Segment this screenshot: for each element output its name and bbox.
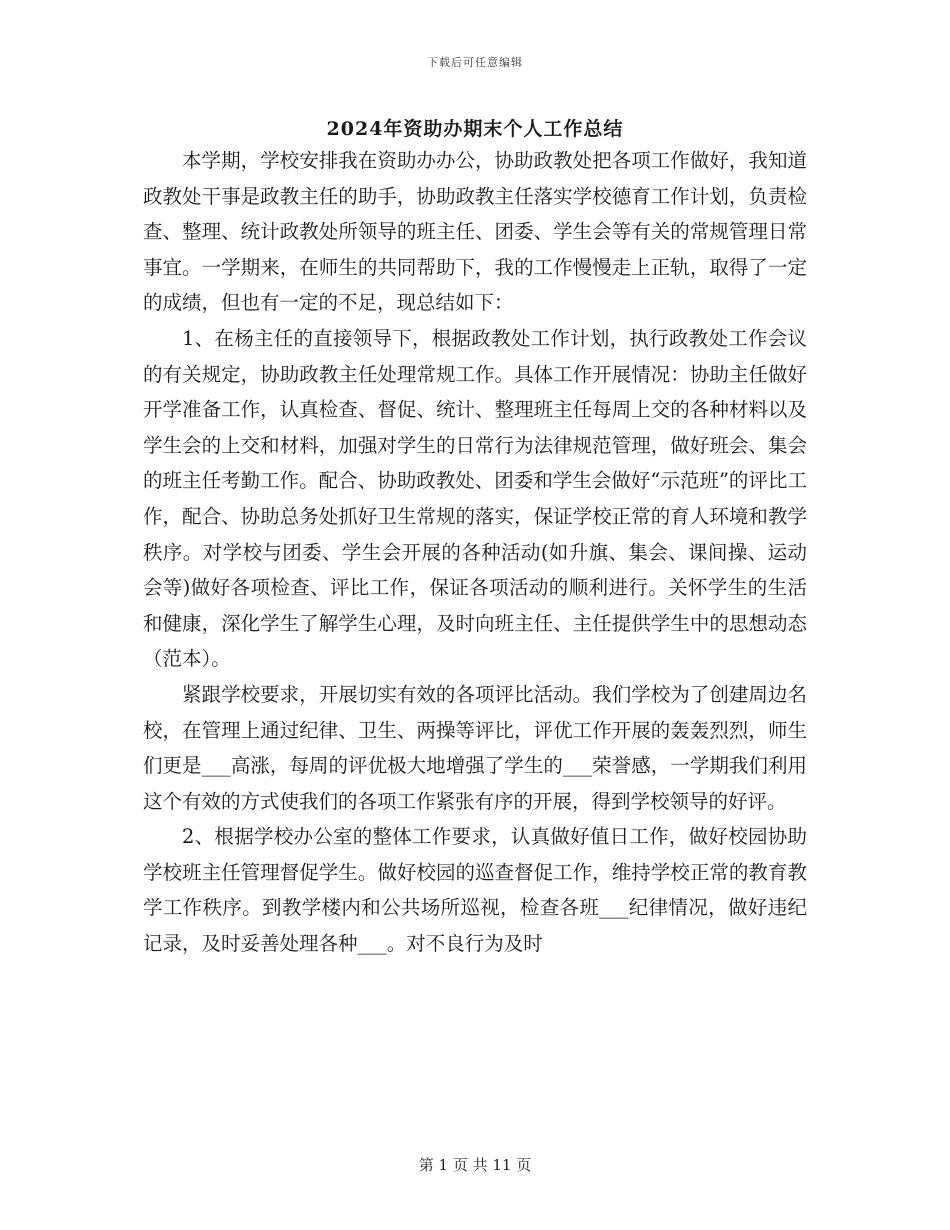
paragraph-section-2: 2、根据学校办公室的整体工作要求，认真做好值日工作，做好校园协助学校班主任管理督促学生。做好校园的巡查督促工作，维持学校正常的教育教学工作秩序。到教学楼内和公共场所巡视，检查各班___纪律情况，做好违纪记录，及时妥善处理各种___。对不良行为及时 xyxy=(143,825,807,956)
header-note: 下载后可任意编辑 xyxy=(427,56,523,69)
page-number: 第 1 页 共 11 页 xyxy=(418,1156,532,1174)
document-body xyxy=(143,143,807,962)
paragraph-intro: 本学期，学校安排我在资助办办公，协助政教处把各项工作做好，我知道政教处干事是政教主任的助手，协助政教主任落实学校德育工作计划，负责检查、整理、统计政教处所领导的班主任、团委、学生会等有关的常规管理日常事宜。一学期来，在师生的共同帮助下，我的工作慢慢走上正轨，取得了一定的成绩，但也有一定的不足，现总结如下： xyxy=(143,149,807,315)
paragraph-evaluation: 紧跟学校要求，开展切实有效的各项评比活动。我们学校为了创建周边名校，在管理上通过纪律、卫生、两操等评比，评优工作开展的轰轰烈烈，师生们更是___高涨，每周的评优极大地增强了学生的___荣誉感，一学期我们利用这个有效的方式使我们的各项工作紧张有序的开展，得到学校领导的好评。 xyxy=(143,682,807,813)
document-title: 2024年资助办期末个人工作总结 xyxy=(326,118,624,140)
paragraph-section-1: 1、在杨主任的直接领导下，根据政教处工作计划，执行政教处工作会议的有关规定，协助政教主任处理常规工作。具体工作开展情况：协助主任做好开学准备工作，认真检查、督促、统计、整理班主任每周上交的各种材料以及学生会的上交和材料，加强对学生的日常行为法律规范管理，做好班会、集会的班主任考勤工作。配合、协助政教处、团委和学生会做好“示范班”的评比工作，配合、协助总务处抓好卫生常规的落实，保证学校正常的育人环境和教学秩序。对学校与团委、学生会开展的各种活动(如升旗、集会、课间操、运动会等)做好各项检查、评比工作，保证各项活动的顺利进行。关怀学生的生活和健康，深化学生了解学生心理，及时向班主任、主任提供学生中的思想动态（范本）。 xyxy=(143,326,807,671)
